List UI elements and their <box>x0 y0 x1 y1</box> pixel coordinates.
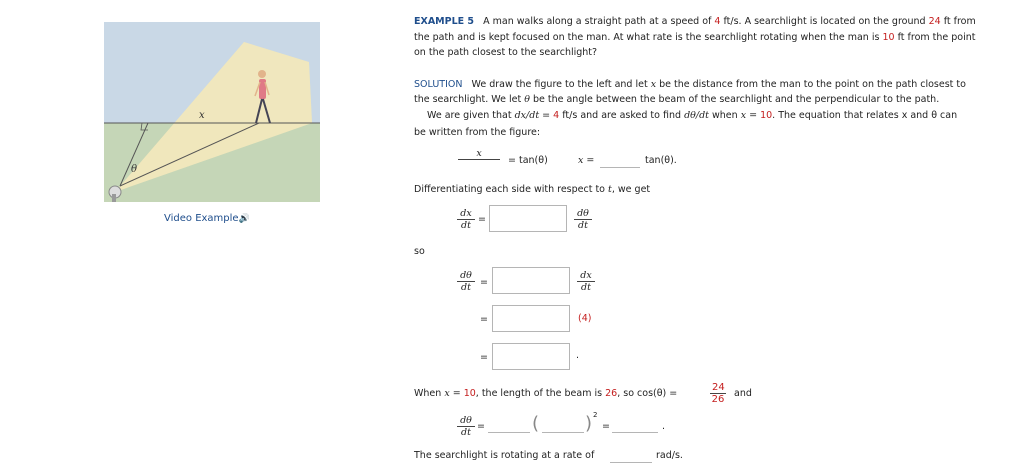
when-text: , the length of the beam is <box>475 388 603 399</box>
fraction-numerator-x: x <box>458 148 500 160</box>
tan-theta-label: tan(θ). <box>645 155 677 166</box>
denominator-dt: dt <box>581 282 591 293</box>
var-x: x <box>650 79 657 90</box>
final-cos-answer[interactable] <box>542 417 584 433</box>
denominator-dt: dt <box>578 220 588 231</box>
final-coefficient-answer[interactable] <box>488 417 530 433</box>
period: . <box>576 350 580 361</box>
solution-line-3 <box>427 110 957 122</box>
example-text: ft/s. A searchlight is located on the ground <box>723 16 926 27</box>
fraction-dx-dt <box>577 270 595 294</box>
numerator-dtheta: dθ <box>457 415 475 427</box>
dthetadt-answer-box-2[interactable] <box>492 305 570 332</box>
unit-label: rad/s. <box>656 450 683 461</box>
numerator-dtheta: dθ <box>457 270 475 282</box>
solution-line-1 <box>414 79 966 91</box>
solution-text: be the angle between the beam of the searchlight and the perpendicular to the path. <box>532 94 940 105</box>
given-four: (4) <box>578 313 592 324</box>
square-exponent: 2 <box>593 411 598 419</box>
figure-label-x: x <box>199 110 205 121</box>
when-text: When <box>414 388 442 399</box>
x-equals: x = <box>740 110 758 121</box>
example-text: the path and is kept focused on the man. At what rate is the searchlight rotating when the man is <box>414 32 880 43</box>
solution-text: when <box>712 110 738 121</box>
solution-text: ft/s and are asked to find <box>562 110 682 121</box>
differentiating-line <box>414 184 650 196</box>
example-line-2 <box>414 32 976 44</box>
var-theta: θ <box>524 94 530 105</box>
denominator-dt: dt <box>461 427 471 438</box>
numerator-dx: dx <box>577 270 595 282</box>
solution-label: SOLUTION <box>414 79 463 90</box>
we-get-text: , we get <box>611 184 651 195</box>
final-text: The searchlight is rotating at a rate of <box>414 450 595 461</box>
solution-line-2 <box>414 94 939 106</box>
numerator-dx: dx <box>457 208 475 220</box>
example-line-3: on the path closest to the searchlight? <box>414 47 598 58</box>
final-result-answer[interactable] <box>612 417 658 433</box>
equals-sign: = <box>480 314 488 325</box>
example-text: ft from the point <box>897 32 976 43</box>
x-value: 10 <box>760 110 773 121</box>
solution-text: We are given that <box>427 110 512 121</box>
x-expression-answer[interactable] <box>600 153 640 168</box>
fraction-x-over-blank <box>458 148 500 176</box>
dxdt: dx/dt <box>514 110 540 121</box>
given-speed: 4 <box>553 110 560 121</box>
final-line <box>414 450 594 462</box>
equals-sign: = <box>480 352 488 363</box>
solution-text: . The equation that relates x and θ can <box>772 110 958 121</box>
cos-fraction <box>710 382 726 406</box>
cos-denominator: 26 <box>711 394 725 405</box>
dthetadt: dθ/dt <box>684 110 709 121</box>
period: . <box>662 421 666 432</box>
cos-numerator: 24 <box>712 382 725 393</box>
when-text: , so cos(θ) = <box>617 388 678 399</box>
dthetadt-answer-box-1[interactable] <box>492 267 570 294</box>
solution-text: the searchlight. We let <box>414 94 522 105</box>
equals-tan-theta: = tan(θ) <box>508 155 548 166</box>
dxdt-answer-box[interactable] <box>489 205 567 232</box>
speaker-icon: 🔊 <box>238 214 250 224</box>
example-man-distance: 10 <box>882 32 895 43</box>
rotation-rate-answer[interactable] <box>610 446 652 463</box>
beam-length: 26 <box>605 388 618 399</box>
fraction-dtheta-dt <box>574 208 592 232</box>
video-example-link[interactable] <box>164 213 250 224</box>
example-speed: 4 <box>714 16 721 27</box>
example-text: ft from <box>943 16 976 27</box>
left-paren: ( <box>532 413 540 434</box>
denominator-dt: dt <box>461 220 471 231</box>
x-equals: x = <box>444 388 461 399</box>
denominator-answer-box[interactable] <box>460 160 498 172</box>
and-text: and <box>734 388 752 399</box>
var-t: t <box>608 184 612 195</box>
solution-line-4: be written from the figure: <box>414 127 541 138</box>
fraction-dx-dt <box>457 208 475 232</box>
equals-sign: = <box>477 421 485 432</box>
video-example-label: Video Example <box>164 213 239 224</box>
equals: = <box>542 110 551 121</box>
example-distance: 24 <box>928 16 941 27</box>
when-line <box>414 388 677 400</box>
example-text: A man walks along a straight path at a speed of <box>483 16 712 27</box>
denominator-dt: dt <box>461 282 471 293</box>
example-line-1 <box>414 16 976 28</box>
so-label: so <box>414 246 425 257</box>
solution-text: We draw the figure to the left and let <box>471 79 648 90</box>
figure-label-theta: θ <box>131 164 138 175</box>
dthetadt-answer-box-3[interactable] <box>492 343 570 370</box>
equals-sign: = <box>478 214 486 225</box>
fraction-dtheta-dt <box>457 270 475 294</box>
fraction-dtheta-dt <box>457 415 475 439</box>
numerator-dtheta: dθ <box>574 208 592 220</box>
equals-sign: = <box>602 421 610 432</box>
x-equals-label: x = <box>578 155 595 166</box>
solution-text: be the distance from the man to the point on the path closest to <box>659 79 966 90</box>
example-label: EXAMPLE 5 <box>414 16 475 27</box>
equals-sign: = <box>480 277 488 288</box>
right-paren: ) <box>585 413 593 434</box>
searchlight-figure <box>104 22 320 202</box>
x-value: 10 <box>463 388 476 399</box>
differentiating-text: Differentiating each side with respect to <box>414 184 605 195</box>
